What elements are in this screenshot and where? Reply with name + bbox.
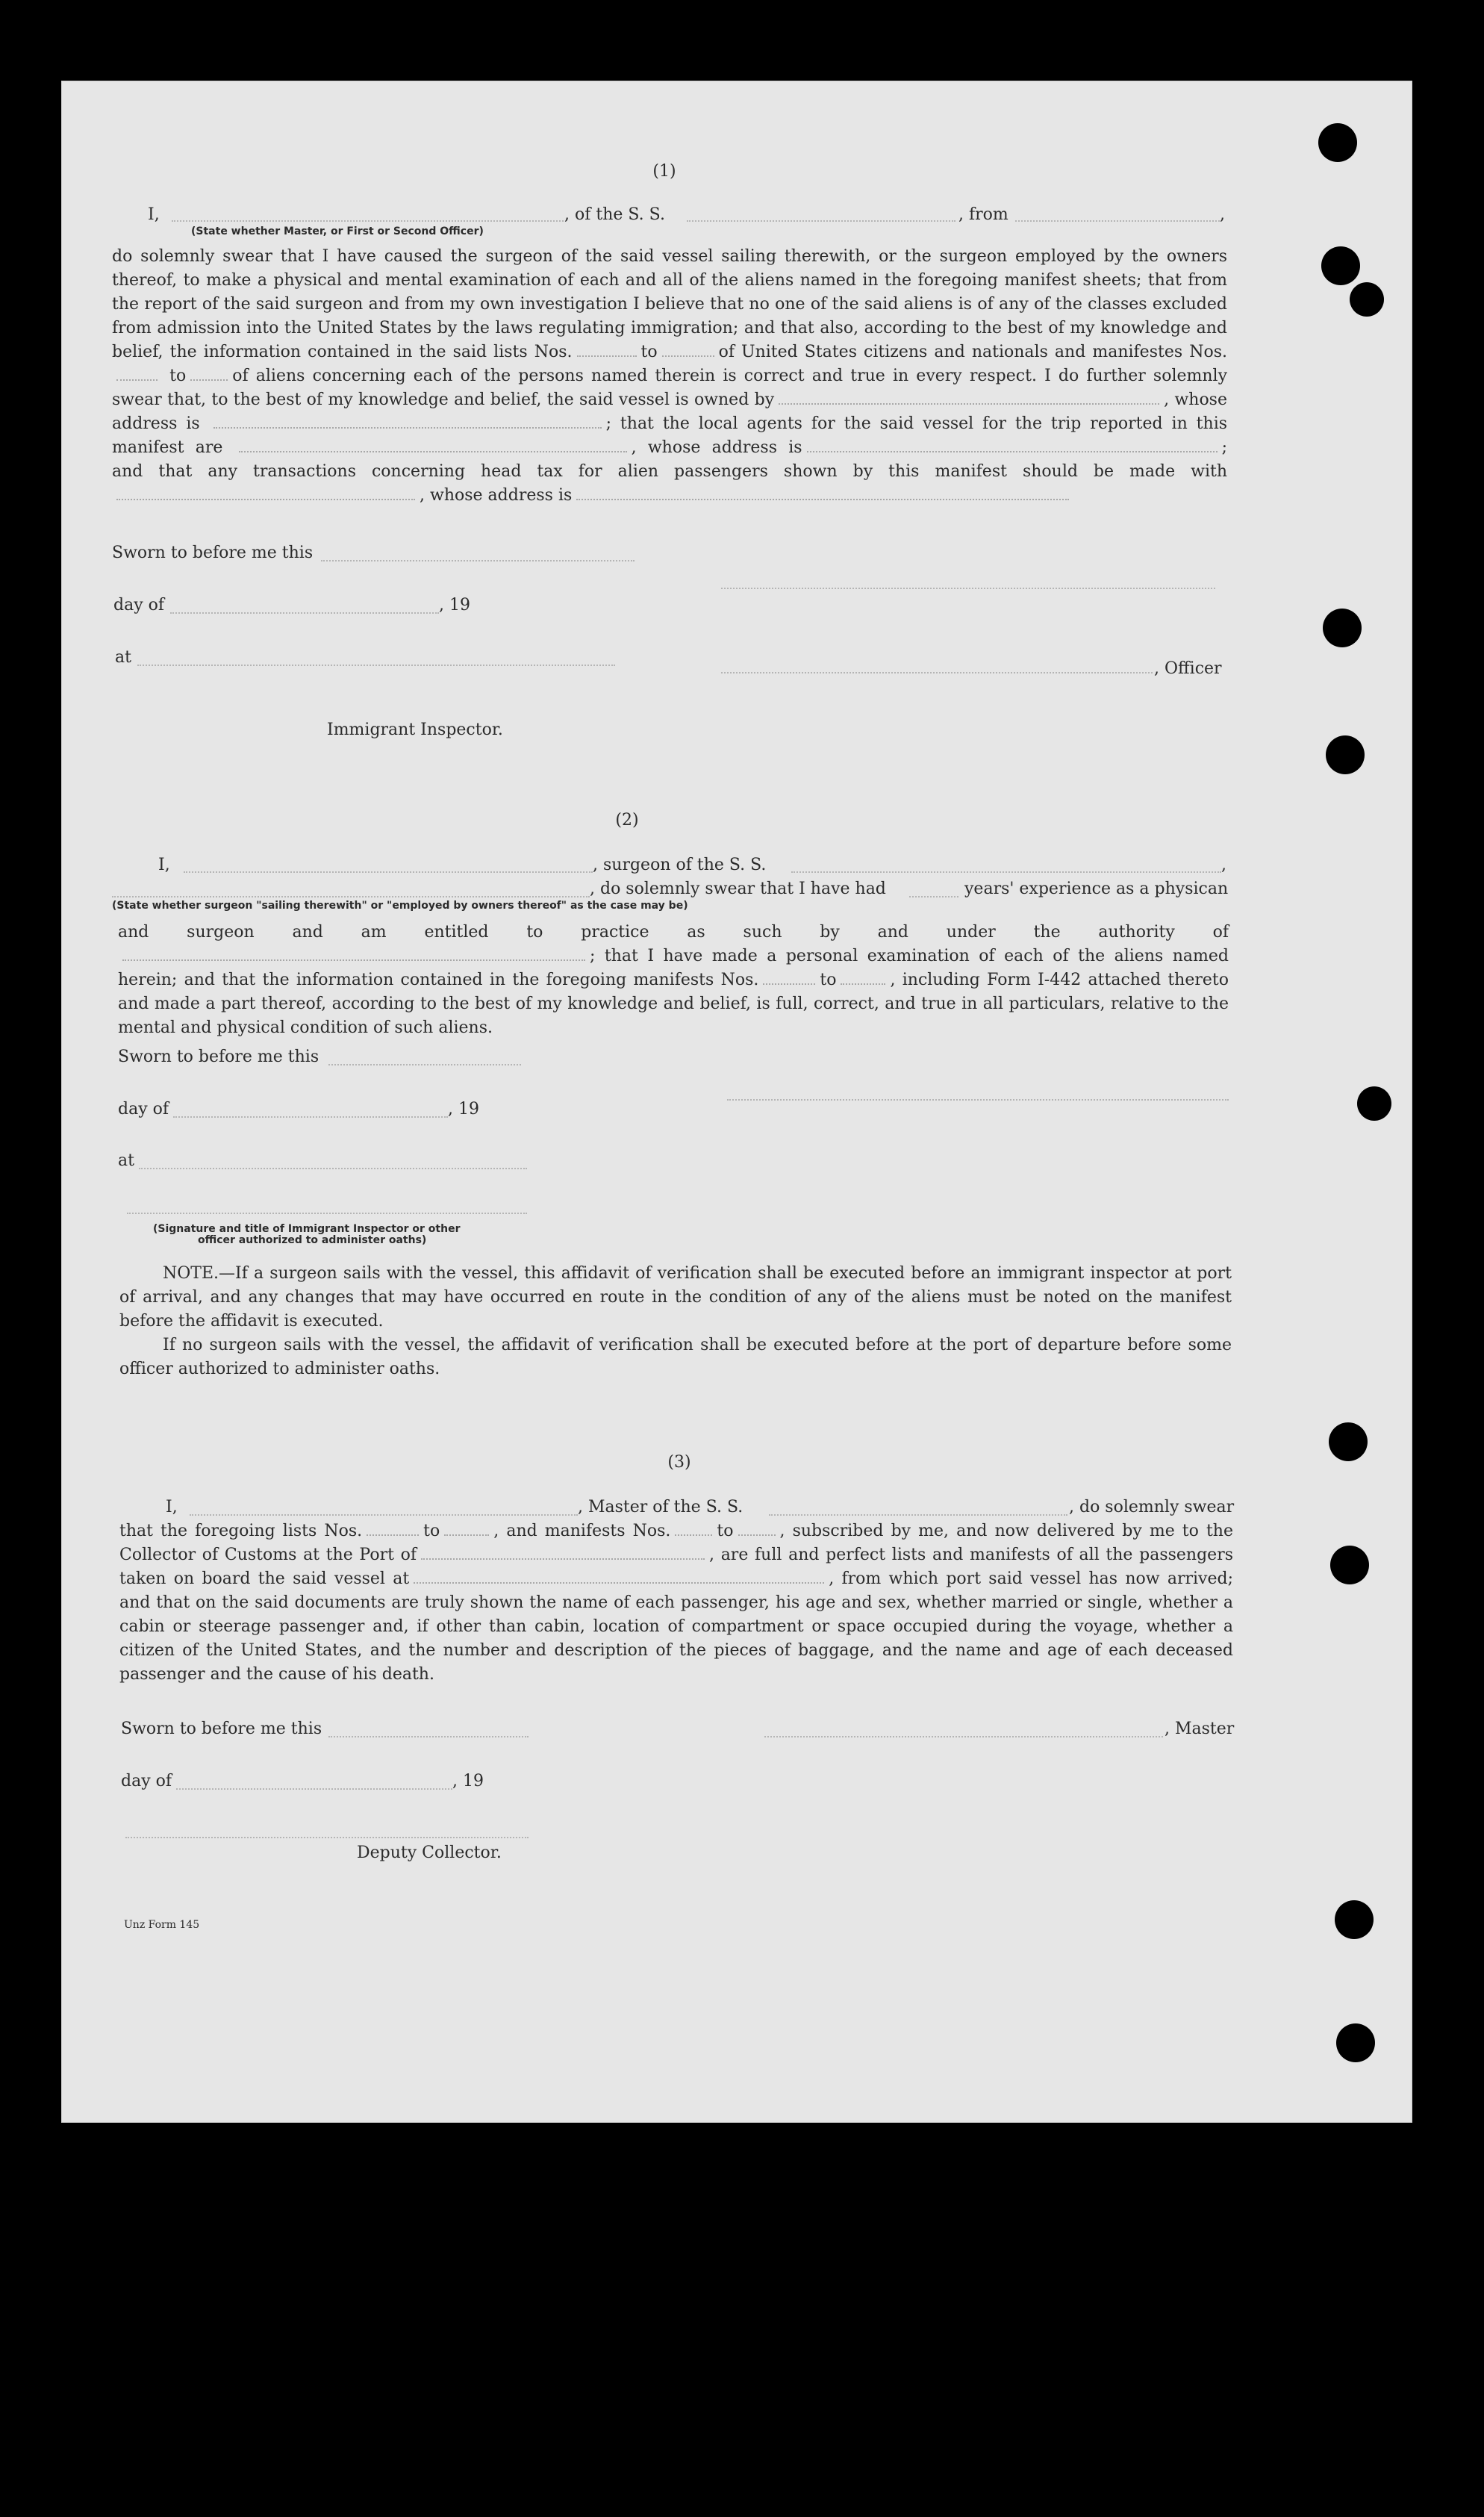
- surgeon-name-field[interactable]: [184, 870, 593, 873]
- section-3-vessel-field[interactable]: [769, 1513, 1067, 1516]
- section-3-day-field[interactable]: [176, 1787, 452, 1790]
- master-of-label: , Master of the S. S.: [578, 1498, 743, 1516]
- section-1-at-field[interactable]: [137, 663, 615, 666]
- section-3-solemnly-swear: , do solemnly swear: [1069, 1498, 1235, 1516]
- section-3-sworn: Sworn to before me this: [121, 1720, 322, 1738]
- binder-hole: [1321, 246, 1360, 285]
- section-1-signature-line[interactable]: [721, 586, 1215, 589]
- binder-hole: [1330, 1546, 1369, 1584]
- surgeon-type-field[interactable]: [112, 895, 590, 897]
- section-1-day-field[interactable]: [170, 611, 439, 614]
- section-1-year: , 19: [439, 596, 470, 615]
- binder-hole: [1318, 123, 1357, 162]
- section-2-at-field[interactable]: [139, 1166, 527, 1169]
- section-1-officer-line[interactable]: [721, 671, 1153, 673]
- immigrant-inspector-label: Immigrant Inspector.: [327, 721, 503, 739]
- section-2-day-of: day of: [118, 1100, 169, 1119]
- binder-hole: [1350, 282, 1384, 317]
- vessel-name-field[interactable]: [687, 219, 955, 222]
- section-1-i: I,: [148, 205, 160, 224]
- section-2-number: (2): [615, 811, 639, 830]
- officer-note: (State whether Master, or First or Second Officer): [191, 225, 484, 237]
- collector-signature-line[interactable]: [125, 1835, 529, 1838]
- section-2-sworn-date-field[interactable]: [328, 1063, 521, 1065]
- signature-note-line-2: officer authorized to administer oaths): [198, 1234, 427, 1246]
- binder-hole: [1335, 1900, 1374, 1939]
- note-paragraph-2: If no surgeon sails with the vessel, the affidavit of verification shall be executed before at the port of departure before some officer authorized to administer oaths.: [119, 1336, 1232, 1378]
- inspector-signature-line[interactable]: [127, 1211, 527, 1214]
- section-2-at: at: [118, 1151, 134, 1170]
- section-2-sworn: Sworn to before me this: [118, 1048, 319, 1066]
- section-2-day-field[interactable]: [173, 1115, 448, 1118]
- binder-hole: [1326, 735, 1365, 774]
- officer-label: , Officer: [1154, 659, 1222, 678]
- master-name-field[interactable]: [190, 1513, 578, 1516]
- master-label: , Master: [1165, 1720, 1235, 1738]
- from-port-field[interactable]: [1015, 219, 1220, 222]
- section-3-number: (3): [667, 1453, 691, 1472]
- section-2-signature-line[interactable]: [727, 1098, 1229, 1101]
- section-3-year: , 19: [452, 1772, 484, 1790]
- form-identifier: Unz Form 145: [124, 1919, 200, 1931]
- section-2-year: , 19: [448, 1100, 479, 1119]
- years-experience-field[interactable]: [909, 895, 958, 897]
- binder-hole: [1329, 1422, 1368, 1461]
- note-paragraph-1: NOTE.—If a surgeon sails with the vessel, this affidavit of verification shall be executed before an immigrant inspector at port of arrival, and any changes that may have occurred en route in the condition of any of the aliens must be noted on the manifest before the affidavit is executed.: [119, 1264, 1232, 1331]
- section-2-i: I,: [158, 856, 170, 874]
- section-1-sworn: Sworn to before me this: [112, 544, 314, 562]
- binder-hole: [1323, 609, 1362, 647]
- section-1-number: (1): [652, 162, 676, 181]
- section-2-body: and surgeon and am entitled to practice as such by and under the authority of; that I have made a personal examination of each of the aliens named herein; and that the information contained in the foregoing manifests Nos. to , including Form I-442 attached thereto and made a part thereof, according to the best of my knowledge and belief, is full, correct, and true in all particulars, relative to the mental and physical condition of such aliens.: [118, 923, 1229, 1037]
- signature-note-line-1: (Signature and title of Immigrant Inspector or other: [153, 1223, 461, 1235]
- section-3-i: I,: [166, 1498, 178, 1516]
- surgeon-type-note: (State whether surgeon "sailing therewith" or "employed by owners thereof" as the case may be): [112, 900, 688, 912]
- of-the-ss-label: , of the S. S.: [564, 205, 665, 224]
- from-label: , from: [958, 205, 1008, 224]
- binder-hole: [1357, 1086, 1391, 1121]
- section-1-day-of: day of: [113, 596, 165, 615]
- officer-name-field[interactable]: [172, 219, 564, 222]
- section-3-day-of: day of: [121, 1772, 172, 1790]
- section-3-body: that the foregoing lists Nos. to , and manifests Nos. to , subscribed by me, and now delivered by me to the Collector of Customs at the Port of , are full and perfect lists and manifests of all the passengers taken on board the said vessel at , from which port said vessel has now arrived; and that on the said documents are truly shown the name of each passenger, his age and sex, whether married or single, whether a cabin or steerage passenger and, if other than cabin, location of compartment or space occupied during the voyage, whether a citizen of the United States, and the number and description of the pieces of baggage, and the name and age of each deceased passenger and the cause of his death.: [119, 1522, 1234, 1684]
- section-2-vessel-field[interactable]: [791, 870, 1221, 873]
- section-3-sworn-date-field[interactable]: [328, 1734, 529, 1737]
- master-signature-line[interactable]: [764, 1734, 1163, 1737]
- binder-hole: [1336, 2023, 1375, 2062]
- section-1-body: do solemnly swear that I have caused the surgeon of the said vessel sailing therewith, or the surgeon employed by the owners thereof, to make a physical and mental examination of each and all of the aliens named in the foregoing manifest sheets; that from the report of the said surgeon and from my own investigation I believe that no one of the said aliens is of any of the classes excluded from admission into the United States by the laws regulating immigration; and that also, according to the best of my knowledge and belief, the information contained in the said lists Nos. to of United States citizens and nationals and manifestes Nos. to of aliens concerning each of the persons named therein is correct and true in every respect. I do further solemnly swear that, to the best of my knowledge and belief, the said vessel is owned by , whose address is ; that the local agents for the said vessel for the trip reported in this manifest are , whose address is ; and that any transactions concerning head tax for alien passengers shown by this manifest should be made with, whose address is: [112, 247, 1228, 505]
- surgeon-of-label: , surgeon of the S. S.: [593, 856, 767, 874]
- solemnly-swear-label: , do solemnly swear that I have had: [590, 880, 886, 898]
- section-1-at: at: [115, 648, 131, 667]
- years-experience-label: years' experience as a physican: [964, 880, 1229, 898]
- deputy-collector-label: Deputy Collector.: [357, 1844, 502, 1862]
- section-1-sworn-date-field[interactable]: [321, 559, 635, 561]
